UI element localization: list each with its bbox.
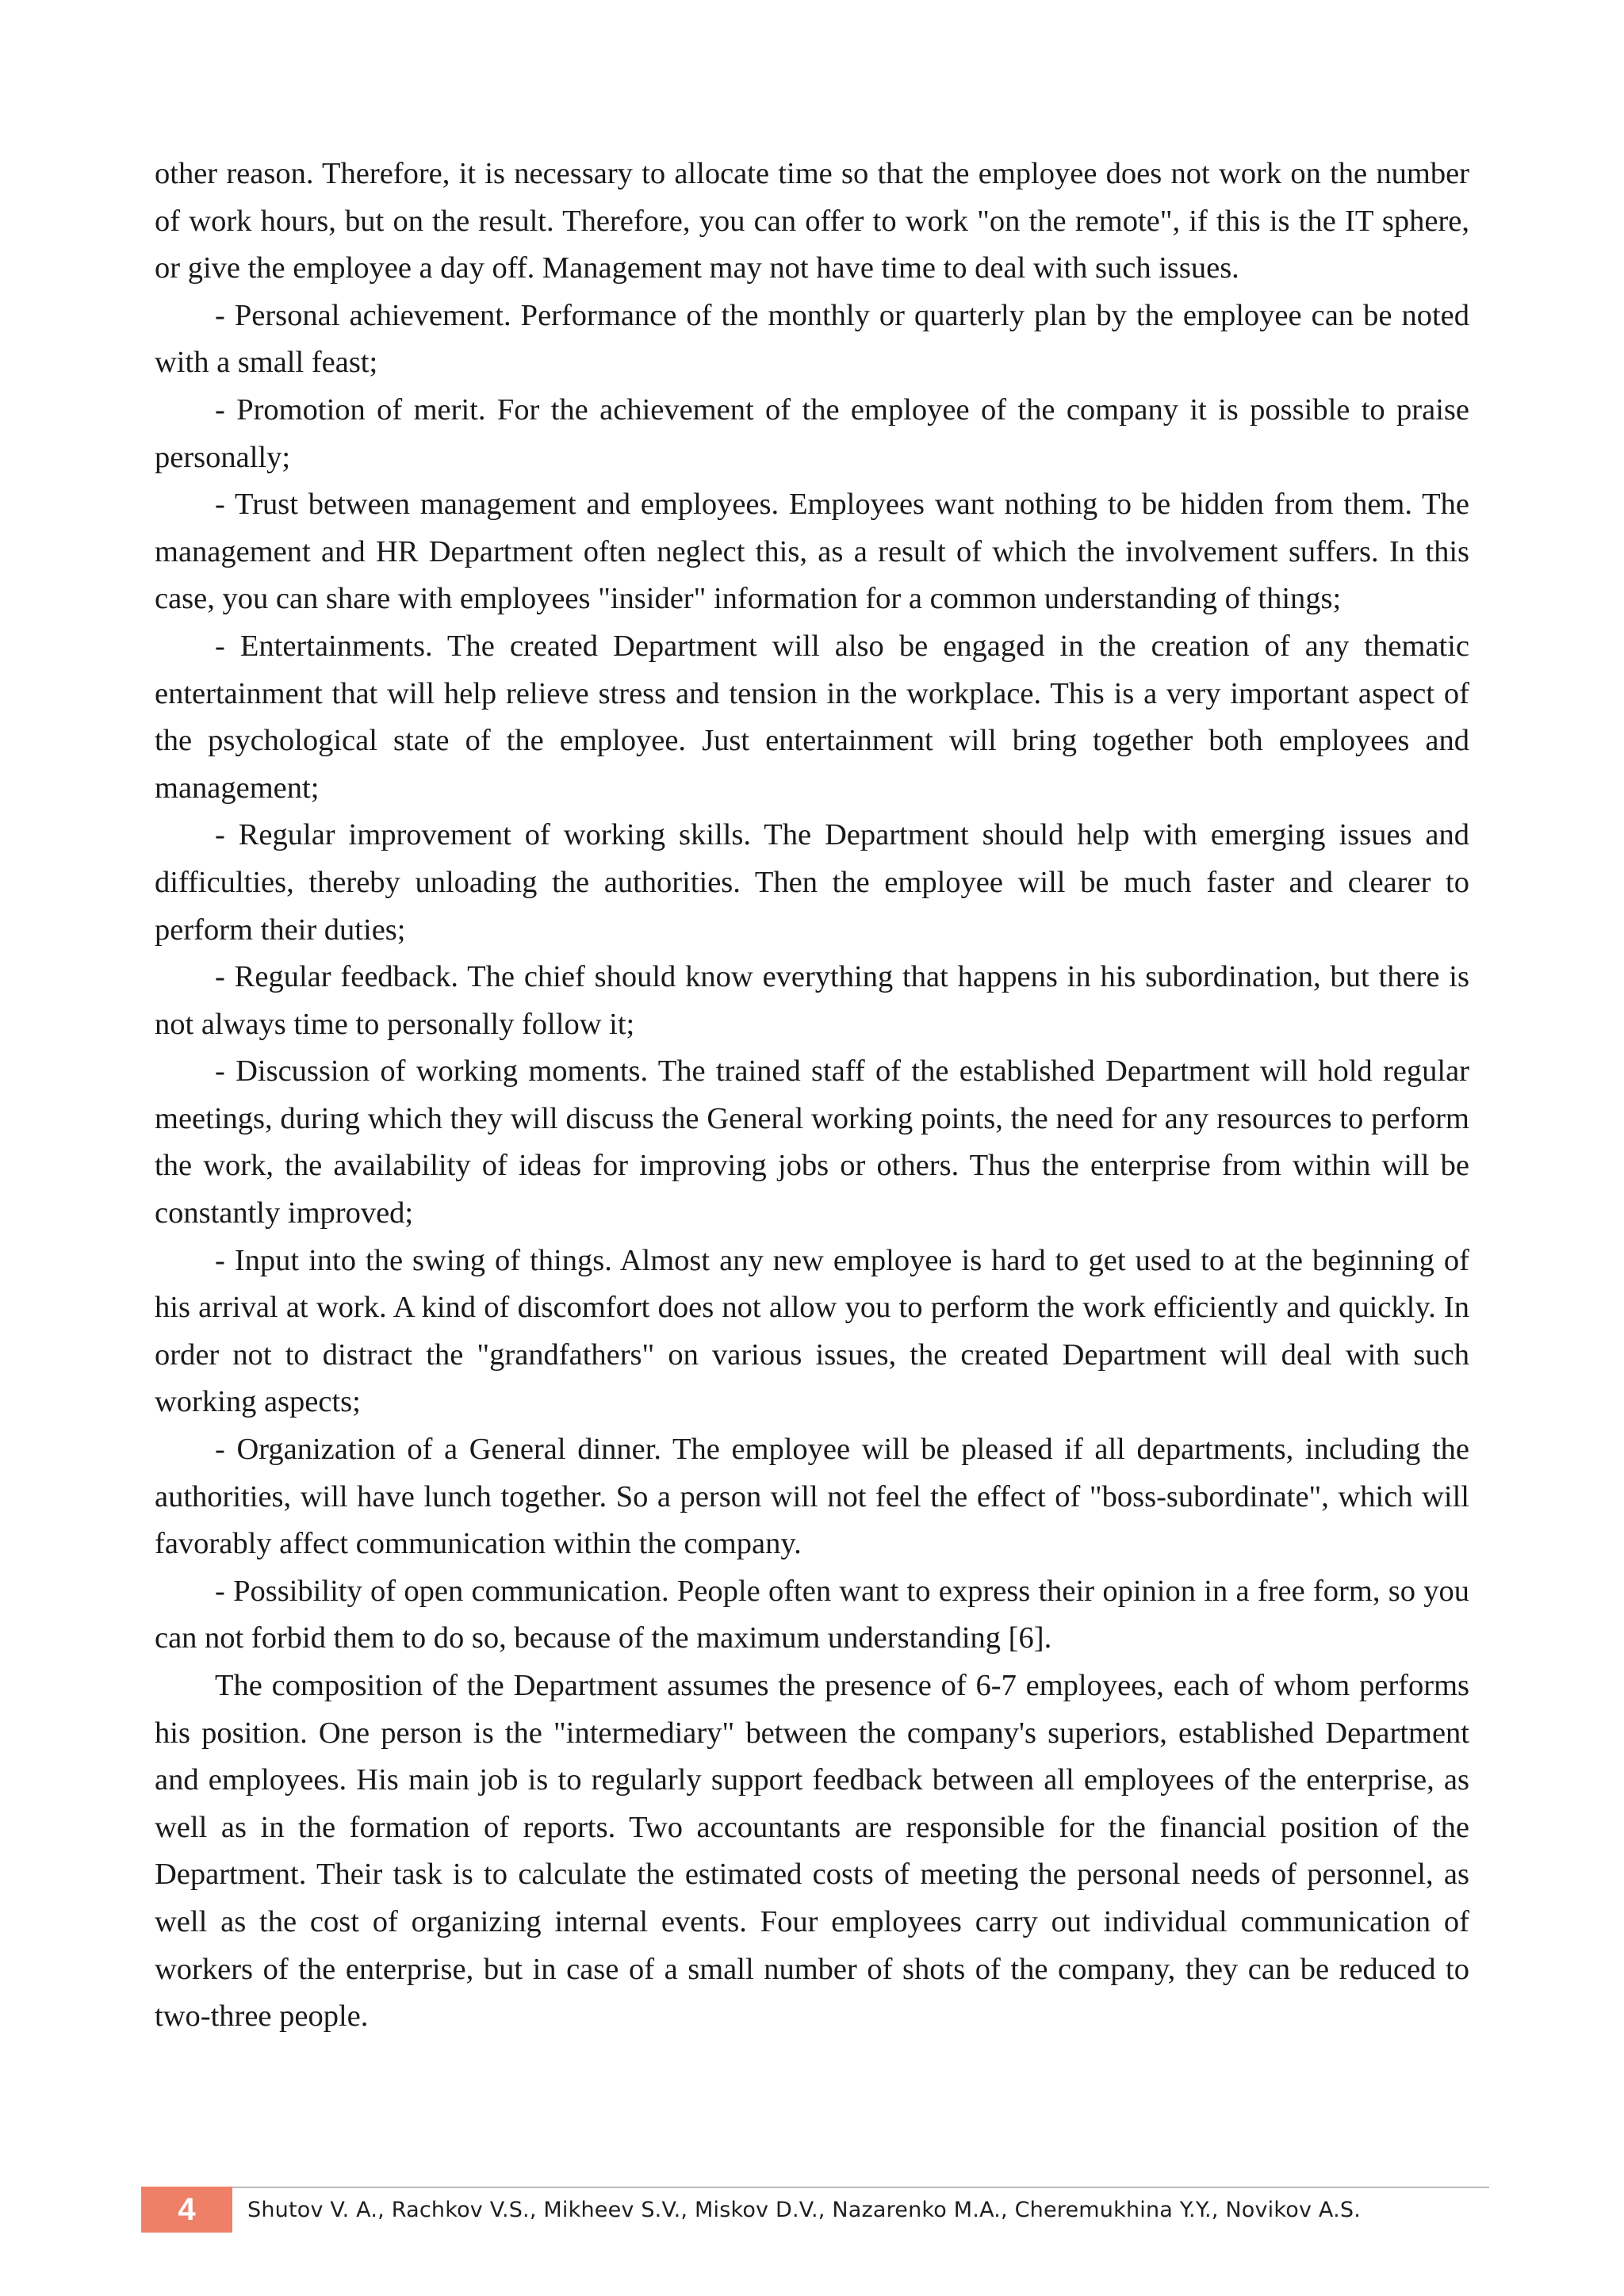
page-number: 4 xyxy=(141,2187,232,2233)
paragraph-swing-of-things: - Input into the swing of things. Almost any new employee is hard to get used to at the beginning of his arrival at work. A kind of discomfort does not allow you to perform the work efficiently and quickly. In order not to distract the "grandfathers" on various issues, the created Department will deal with such working aspects; xyxy=(155,1243,1469,1419)
body-text xyxy=(155,151,1469,2041)
paragraph-trust: - Trust between management and employees. Employees want nothing to be hidden from them. The management and HR Department often neglect this, as a result of which the involvement suffers. In this case, you can share with employees "insider" information for a common understanding of things; xyxy=(155,488,1469,616)
footer-authors: Shutov V. A., Rachkov V.S., Mikheev S.V., Miskov D.V., Nazarenko M.A., Cheremukhina Y.Y., Novikov A.S. xyxy=(247,2197,1362,2222)
paragraph-regular-feedback: - Regular feedback. The chief should know everything that happens in his subordination, but there is not always time to personally follow it; xyxy=(155,960,1469,1041)
paragraph-skills-improvement: - Regular improvement of working skills. The Department should help with emerging issues and difficulties, thereby unloading the authorities. Then the employee will be much faster and clearer to perform their duties; xyxy=(155,818,1469,947)
paragraph-open-communication: - Possibility of open communication. People often want to express their opinion in a free form, so you can not forbid them to do so, because of the maximum understanding [6]. xyxy=(155,1574,1469,1655)
paragraph-continuation: other reason. Therefore, it is necessary to allocate time so that the employee does not work on the number of work hours, but on the result. Therefore, you can offer to work "on the remote", if this is the IT sphere, or give the employee a day off. Management may not have time to deal with such issues. xyxy=(155,157,1469,285)
paragraph-working-moments: - Discussion of working moments. The trained staff of the established Department will hold regular meetings, during which they will discuss the General working points, the need for any resources to perform the work, the availability of ideas for improving jobs or others. Thus the enterprise from within will be constantly improved; xyxy=(155,1054,1469,1230)
paragraph-entertainments: - Entertainments. The created Department will also be engaged in the creation of any thematic entertainment that will help relieve stress and tension in the workplace. This is a very important aspect of the psychological state of the employee. Just entertainment will bring together both employees and management; xyxy=(155,629,1469,805)
paragraph-promotion-of-merit: - Promotion of merit. For the achievement of the employee of the company it is possible to praise personally; xyxy=(155,392,1469,474)
paragraph-personal-achievement: - Personal achievement. Performance of the monthly or quarterly plan by the employee can be noted with a small feast; xyxy=(155,298,1469,380)
paragraph-department-composition: The composition of the Department assumes the presence of 6-7 employees, each of whom performs his position. One person is the "intermediary" between the company's superiors, established Department and employees. His main job is to regularly support feedback between all employees of the enterprise, as well as in the formation of reports. Two accountants are responsible for the financial position of the Department. Their task is to calculate the estimated costs of meeting the personal needs of personnel, as well as the cost of organizing internal events. Four employees carry out individual communication of workers of the enterprise, but in case of a small number of shots of the company, they can be reduced to two-three people. xyxy=(155,1669,1469,2034)
paragraph-general-dinner: - Organization of a General dinner. The employee will be pleased if all departments, including the authorities, will have lunch together. So a person will not feel the effect of "boss-subordinate", which will favorably affect communication within the company. xyxy=(155,1433,1469,1561)
